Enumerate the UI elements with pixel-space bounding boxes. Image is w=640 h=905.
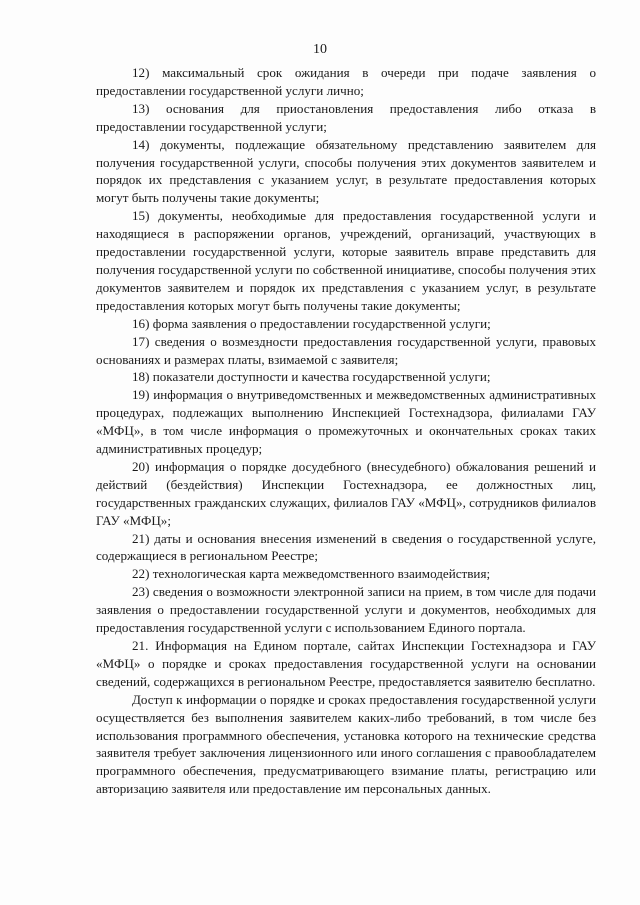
section-21-paragraph: 21. Информация на Едином портале, сайтах Инспекции Гостехнадзора и ГАУ «МФЦ» о порядке и сроках предоставления государственной услуги на основании сведений, содержащихся в региональном Реестре, предоставляется заявителю бесплатно. (96, 638, 596, 689)
paragraph-item-23: 23) сведения о возможности электронной записи на прием, в том числе для подачи заявления о предоставлении государственной услуги и документов, необходимых для предоставления государственной услуги с использованием Единого портала. (96, 584, 596, 636)
paragraph-item-20: 20) информация о порядке досудебного (внесудебного) обжалования решений и действий (бездействия) Инспекции Гостехнадзора, ее должностных лиц, государственных гражданских служащих, филиалов ГАУ «МФЦ», сотрудников филиалов ГАУ «МФЦ»; (96, 458, 596, 528)
paragraph-item-13: 13) основания для приостановления предоставления либо отказа в предоставлении государственной услуги; (96, 100, 596, 134)
paragraph-item-17: 17) сведения о возмездности предоставления государственной услуги, правовых основаниях и размерах платы, взимаемой с заявителя; (96, 333, 596, 367)
paragraph-item-14: 14) документы, подлежащие обязательному представлению заявителем для получения государственной услуги, способы получения этих документов заявителем и порядок их представления с указанием услуг, в результате предоставления которых могут быть получены такие документы; (96, 136, 596, 206)
page-number: 10 (313, 42, 327, 57)
paragraph-item-22: 22) технологическая карта межведомственного взаимодействия; (132, 566, 491, 582)
paragraph-item-19: 19) информация о внутриведомственных и межведомственных административных процедурах, подлежащих выполнению Инспекцией Гостехнадзора, филиалами ГАУ «МФЦ», в том числе информация о промежуточных и окончательных сроках таких административных процедур; (96, 387, 596, 457)
paragraph-item-21: 21) даты и основания внесения изменений в сведения о государственной услуге, содержащиеся в региональном Реестре; (96, 530, 596, 564)
paragraph-item-16: 16) форма заявления о предоставлении государственной услуги; (132, 315, 491, 331)
paragraph-item-15: 15) документы, необходимые для предоставления государственной услуги и находящиеся в распоряжении органов, учреждений, организаций, участвующих в предоставлении государственной услуги, которые заявитель вправе представить для получения государственной услуги по собственной инициативе, способы получения этих документов заявителем и порядок их представления с указанием услуг, в результате предоставления которых могут быть получены такие документы; (96, 208, 596, 313)
paragraph-item-12: 12) максимальный срок ожидания в очереди при подаче заявления о предоставлении государственной услуги лично; (96, 65, 596, 98)
document-body (96, 64, 596, 798)
access-paragraph: Доступ к информации о порядке и сроках предоставления государственной услуги осуществляется без выполнения заявителем каких-либо требований, в том числе без использования программного обеспечения, установка которого на технические средства заявителя требует заключения лицензионного или иного соглашения с правообладателем программного обеспечения, предусматривающего взимание платы, регистрацию или авторизацию заявителя или предоставление им персональных данных. (96, 691, 596, 797)
paragraph-item-18: 18) показатели доступности и качества государственной услуги; (132, 369, 491, 385)
